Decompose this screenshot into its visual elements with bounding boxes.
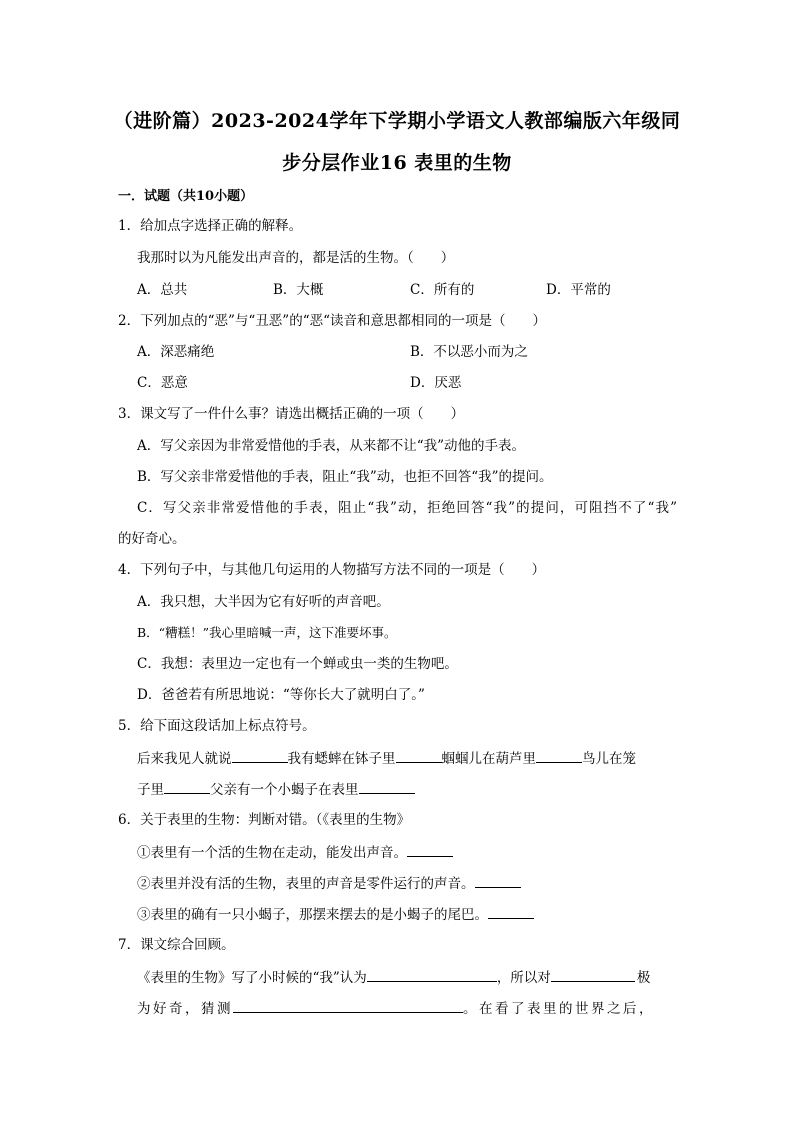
q7-blank-3[interactable] bbox=[233, 998, 463, 1013]
q5-blank-3[interactable] bbox=[536, 748, 582, 763]
q1-sentence: 我那时以为凡能发出声音的，都是活的生物。（ ） bbox=[137, 250, 455, 266]
q7-blank-2[interactable] bbox=[551, 967, 635, 982]
q4-option-a[interactable]: A．我只想，大半因为它有好听的声音吧。 bbox=[137, 594, 390, 610]
q2-option-c[interactable]: C．恶意 bbox=[137, 375, 188, 391]
q2-option-a[interactable]: A．深恶痛绝 bbox=[137, 344, 215, 360]
q3-option-c-line1[interactable]: C．写父亲非常爱惜他的手表，阻止“我”动，拒绝回答“我”的提问，可阻挡不了“我” bbox=[137, 500, 677, 516]
q7-text-4: 为好奇，猜测 bbox=[137, 1001, 233, 1017]
q7-line1 bbox=[137, 967, 650, 988]
q3-option-a[interactable]: A．写父亲因为非常爱惜他的手表，从来都不让“我”动他的手表。 bbox=[137, 438, 526, 454]
q6-blank-3[interactable] bbox=[488, 904, 534, 919]
q7-line2 bbox=[137, 998, 655, 1019]
q1-option-d[interactable]: D．平常的 bbox=[546, 282, 611, 298]
q4-stem: 4．下列句子中，与其他几句运用的人物描写方法不同的一项是（ ） bbox=[118, 562, 546, 578]
q5-blank-1[interactable] bbox=[232, 748, 288, 763]
q6-statement-2 bbox=[137, 873, 521, 894]
q6-statement-2-text: ②表里并没有活的生物，表里的声音是零件运行的声音。 bbox=[137, 876, 475, 892]
q3-option-b[interactable]: B．写父亲非常爱惜他的手表，阻止“我”动，也拒不回答“我”的提问。 bbox=[137, 469, 553, 485]
q7-stem: 7．课文综合回顾。 bbox=[118, 937, 235, 953]
q5-blank-4[interactable] bbox=[164, 779, 210, 794]
document-title-line1: （进阶篇）2023-2024学年下学期小学语文人教部编版六年级同 bbox=[113, 110, 681, 132]
q5-part6: 父亲有一个小蝎子在表里 bbox=[210, 782, 359, 798]
q2-option-d[interactable]: D．厌恶 bbox=[410, 375, 462, 391]
q5-line1 bbox=[137, 748, 636, 769]
q3-option-c-line2: 的好奇心。 bbox=[118, 531, 186, 547]
q5-part3: 蝈蝈儿在葫芦里 bbox=[441, 751, 536, 767]
q7-blank-1[interactable] bbox=[367, 967, 497, 982]
q1-stem: 1．给加点字选择正确的解释。 bbox=[118, 218, 303, 234]
q5-blank-5[interactable] bbox=[359, 779, 415, 794]
q4-option-b[interactable]: B．“糟糕！”我心里暗喊一声，这下准要坏事。 bbox=[137, 625, 397, 640]
q4-option-c[interactable]: C．我想：表里边一定也有一个蝉或虫一类的生物吧。 bbox=[137, 656, 458, 672]
q1-option-c[interactable]: C．所有的 bbox=[410, 282, 475, 298]
q5-line2 bbox=[137, 779, 415, 800]
q1-option-b[interactable]: B．大概 bbox=[273, 282, 324, 298]
q5-blank-2[interactable] bbox=[396, 748, 442, 763]
section-heading: 一．试题（共10小题） bbox=[118, 189, 254, 204]
q4-option-d[interactable]: D．爸爸若有所思地说：“等你长大了就明白了。” bbox=[137, 687, 425, 703]
q7-text-2: ，所以对 bbox=[496, 970, 551, 986]
document-title-line2: 步分层作业16 表里的生物 bbox=[282, 152, 512, 174]
q6-statement-3-text: ③表里的确有一只小蝎子，那摆来摆去的是小蝎子的尾巴。 bbox=[137, 907, 488, 923]
q5-part2: 我有蟋蟀在钵子里 bbox=[287, 751, 396, 767]
q1-option-a[interactable]: A．总共 bbox=[137, 282, 188, 298]
q5-part1: 后来我见人就说 bbox=[137, 751, 232, 767]
q7-text-1: 《表里的生物》写了小时候的“我”认为 bbox=[137, 970, 367, 986]
q6-blank-2[interactable] bbox=[475, 873, 521, 888]
q6-statement-3 bbox=[137, 904, 534, 925]
q2-stem: 2．下列加点的“恶”与“丑恶”的“恶“读音和意思都相同的一项是（ ） bbox=[118, 313, 546, 329]
q6-statement-1-text: ①表里有一个活的生物在走动，能发出声音。 bbox=[137, 845, 407, 861]
q6-statement-1 bbox=[137, 842, 453, 863]
q2-option-b[interactable]: B．不以恶小而为之 bbox=[410, 344, 528, 360]
q7-text-3: 极 bbox=[636, 970, 651, 986]
q6-stem: 6．关于表里的生物：判断对错。（《表里的生物》 bbox=[118, 812, 411, 828]
q3-stem: 3．课文写了一件什么事？请选出概括正确的一项（ ） bbox=[118, 406, 465, 422]
q6-blank-1[interactable] bbox=[407, 842, 453, 857]
q5-part5: 子里 bbox=[137, 782, 164, 798]
q7-text-5: 。在看了表里的世界之后， bbox=[463, 1001, 655, 1017]
q5-stem: 5．给下面这段话加上标点符号。 bbox=[118, 718, 316, 734]
q5-part4: 鸟儿在笼 bbox=[582, 751, 636, 767]
